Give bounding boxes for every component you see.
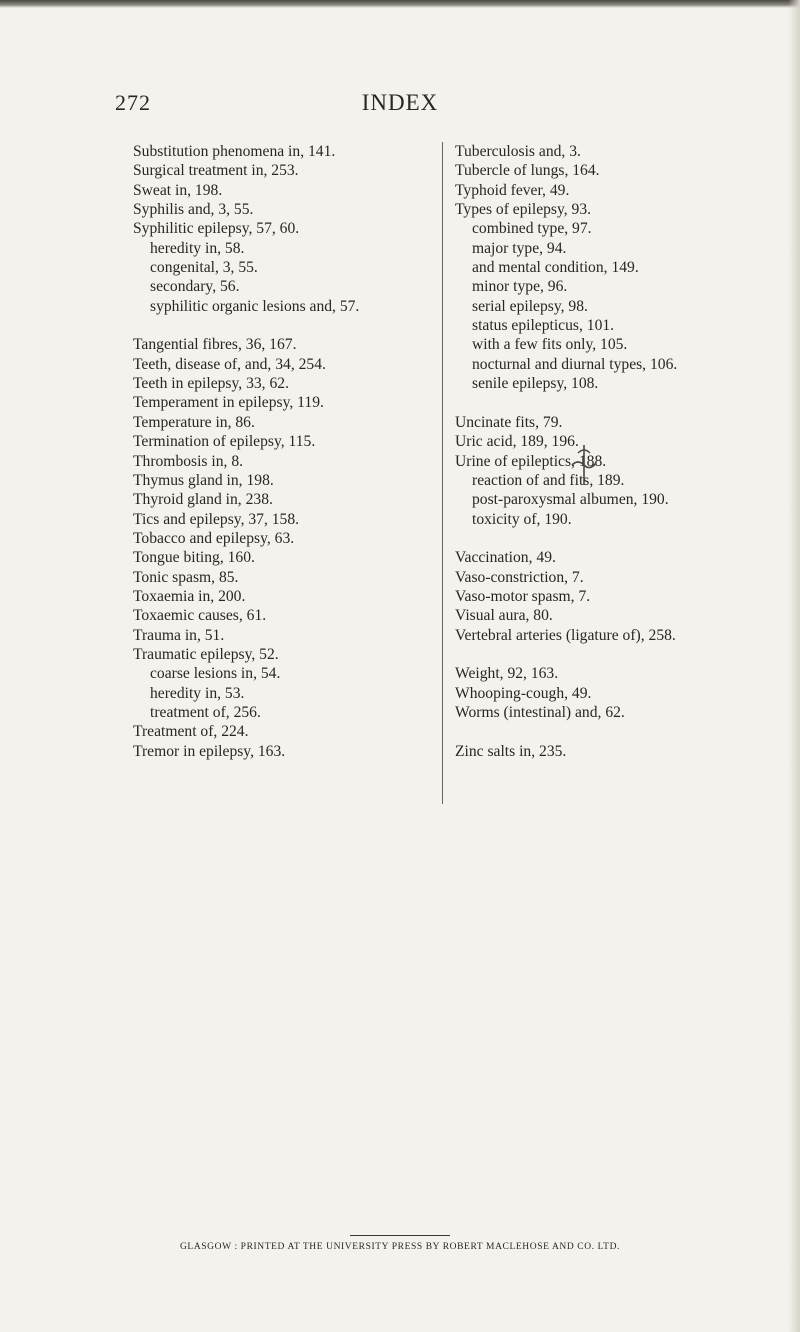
index-subentry: with a few fits only, 105.: [472, 336, 628, 354]
index-entry: Tangential fibres, 36, 167.: [133, 336, 297, 354]
index-subentry: heredity in, 58.: [150, 239, 245, 257]
group-spacer: [455, 645, 775, 664]
index-subentry: reaction of and fits, 189.: [472, 471, 625, 489]
index-subentry: nocturnal and diurnal types, 106.: [472, 355, 678, 373]
page-header: [0, 90, 800, 120]
index-letter-group: [455, 413, 775, 529]
index-entry: Traumatic epilepsy, 52.: [133, 645, 279, 663]
index-column-right: [455, 142, 775, 761]
running-head: INDEX: [361, 90, 439, 115]
index-subentry: congenital, 3, 55.: [150, 259, 258, 277]
group-spacer: [455, 393, 775, 412]
index-entry: Tics and epilepsy, 37, 158.: [133, 510, 300, 528]
index-entry: Tongue biting, 160.: [133, 549, 255, 567]
index-entry: Toxaemia in, 200.: [133, 587, 246, 605]
pencil-mark-icon: [566, 443, 602, 487]
index-entry: Tonic spasm, 85.: [133, 568, 239, 586]
index-entry: Vaso-constriction, 7.: [455, 568, 584, 586]
index-entry: Treatment of, 224.: [133, 723, 249, 741]
index-subentry: secondary, 56.: [150, 278, 240, 296]
index-subentry: and mental condition, 149.: [472, 259, 639, 277]
index-entry: Surgical treatment in, 253.: [133, 162, 299, 180]
index-entry: Tubercle of lungs, 164.: [455, 162, 600, 180]
index-letter-group: [455, 142, 775, 393]
index-subentry: treatment of, 256.: [150, 703, 261, 721]
index-entry: Syphilitic epilepsy, 57, 60.: [133, 220, 300, 238]
index-entry: Whooping-cough, 49.: [455, 684, 592, 702]
index-entry: Thrombosis in, 8.: [133, 452, 244, 470]
index-subentry: minor type, 96.: [472, 278, 568, 296]
index-letter-group: [133, 142, 433, 316]
index-subentry: post-paroxysmal albumen, 190.: [472, 491, 669, 509]
index-entry: Syphilis and, 3, 55.: [133, 201, 254, 219]
index-subentry: major type, 94.: [472, 239, 567, 257]
index-entry: Uncinate fits, 79.: [455, 413, 563, 431]
index-entry: Thyroid gland in, 238.: [133, 491, 273, 509]
footer-rule: [350, 1235, 450, 1236]
printer-imprint: GLASGOW : PRINTED AT THE UNIVERSITY PRESS BY ROBERT MACLEHOSE AND CO. LTD.: [179, 1242, 621, 1252]
index-entry: Trauma in, 51.: [133, 626, 225, 644]
index-entry: Temperament in epilepsy, 119.: [133, 394, 324, 412]
page-number: 272: [115, 90, 151, 115]
index-entry: Vertebral arteries (ligature of), 258.: [455, 626, 676, 644]
index-entry: Teeth in epilepsy, 33, 62.: [133, 375, 289, 393]
index-letter-group: [455, 664, 775, 722]
index-entry: Typhoid fever, 49.: [455, 181, 570, 199]
index-entry: Vaccination, 49.: [455, 549, 556, 567]
index-entry: Tremor in epilepsy, 163.: [133, 742, 286, 760]
index-letter-group: [133, 335, 433, 761]
page-right-edge: [788, 0, 800, 1332]
index-entry: Thymus gland in, 198.: [133, 471, 274, 489]
index-subentry: toxicity of, 190.: [472, 510, 572, 528]
group-spacer: [455, 529, 775, 548]
index-subentry: heredity in, 53.: [150, 684, 245, 702]
index-subentry: combined type, 97.: [472, 220, 592, 238]
index-subentry: syphilitic organic lesions and, 57.: [150, 297, 360, 315]
index-entry: Vaso-motor spasm, 7.: [455, 587, 591, 605]
index-letter-group: [455, 742, 775, 761]
column-divider: [442, 142, 443, 804]
index-entry: Visual aura, 80.: [455, 607, 553, 625]
index-entry: Worms (intestinal) and, 62.: [455, 703, 625, 721]
index-entry: Substitution phenomena in, 141.: [133, 143, 336, 160]
index-subentry: status epilepticus, 101.: [472, 317, 615, 335]
index-entry: Types of epilepsy, 93.: [455, 201, 592, 219]
index-letter-group: [455, 548, 775, 645]
index-entry: Toxaemic causes, 61.: [133, 607, 267, 625]
index-subentry: senile epilepsy, 108.: [472, 375, 599, 393]
index-entry: Sweat in, 198.: [133, 181, 223, 199]
index-entry: Temperature in, 86.: [133, 413, 255, 431]
page-top-edge: [0, 0, 800, 8]
index-entry: Zinc salts in, 235.: [455, 742, 567, 760]
index-entry: Teeth, disease of, and, 34, 254.: [133, 355, 326, 373]
index-entry: Urine of epileptics, 188.: [455, 452, 607, 470]
group-spacer: [455, 722, 775, 741]
index-subentry: serial epilepsy, 98.: [472, 297, 588, 315]
index-entry: Termination of epilepsy, 115.: [133, 433, 316, 451]
index-column-left: [133, 142, 433, 761]
index-entry: Tuberculosis and, 3.: [455, 143, 581, 160]
index-entry: Uric acid, 189, 196.: [455, 433, 579, 451]
index-entry: Weight, 92, 163.: [455, 665, 559, 683]
group-spacer: [133, 316, 433, 335]
index-subentry: coarse lesions in, 54.: [150, 665, 281, 683]
index-entry: Tobacco and epilepsy, 63.: [133, 529, 295, 547]
